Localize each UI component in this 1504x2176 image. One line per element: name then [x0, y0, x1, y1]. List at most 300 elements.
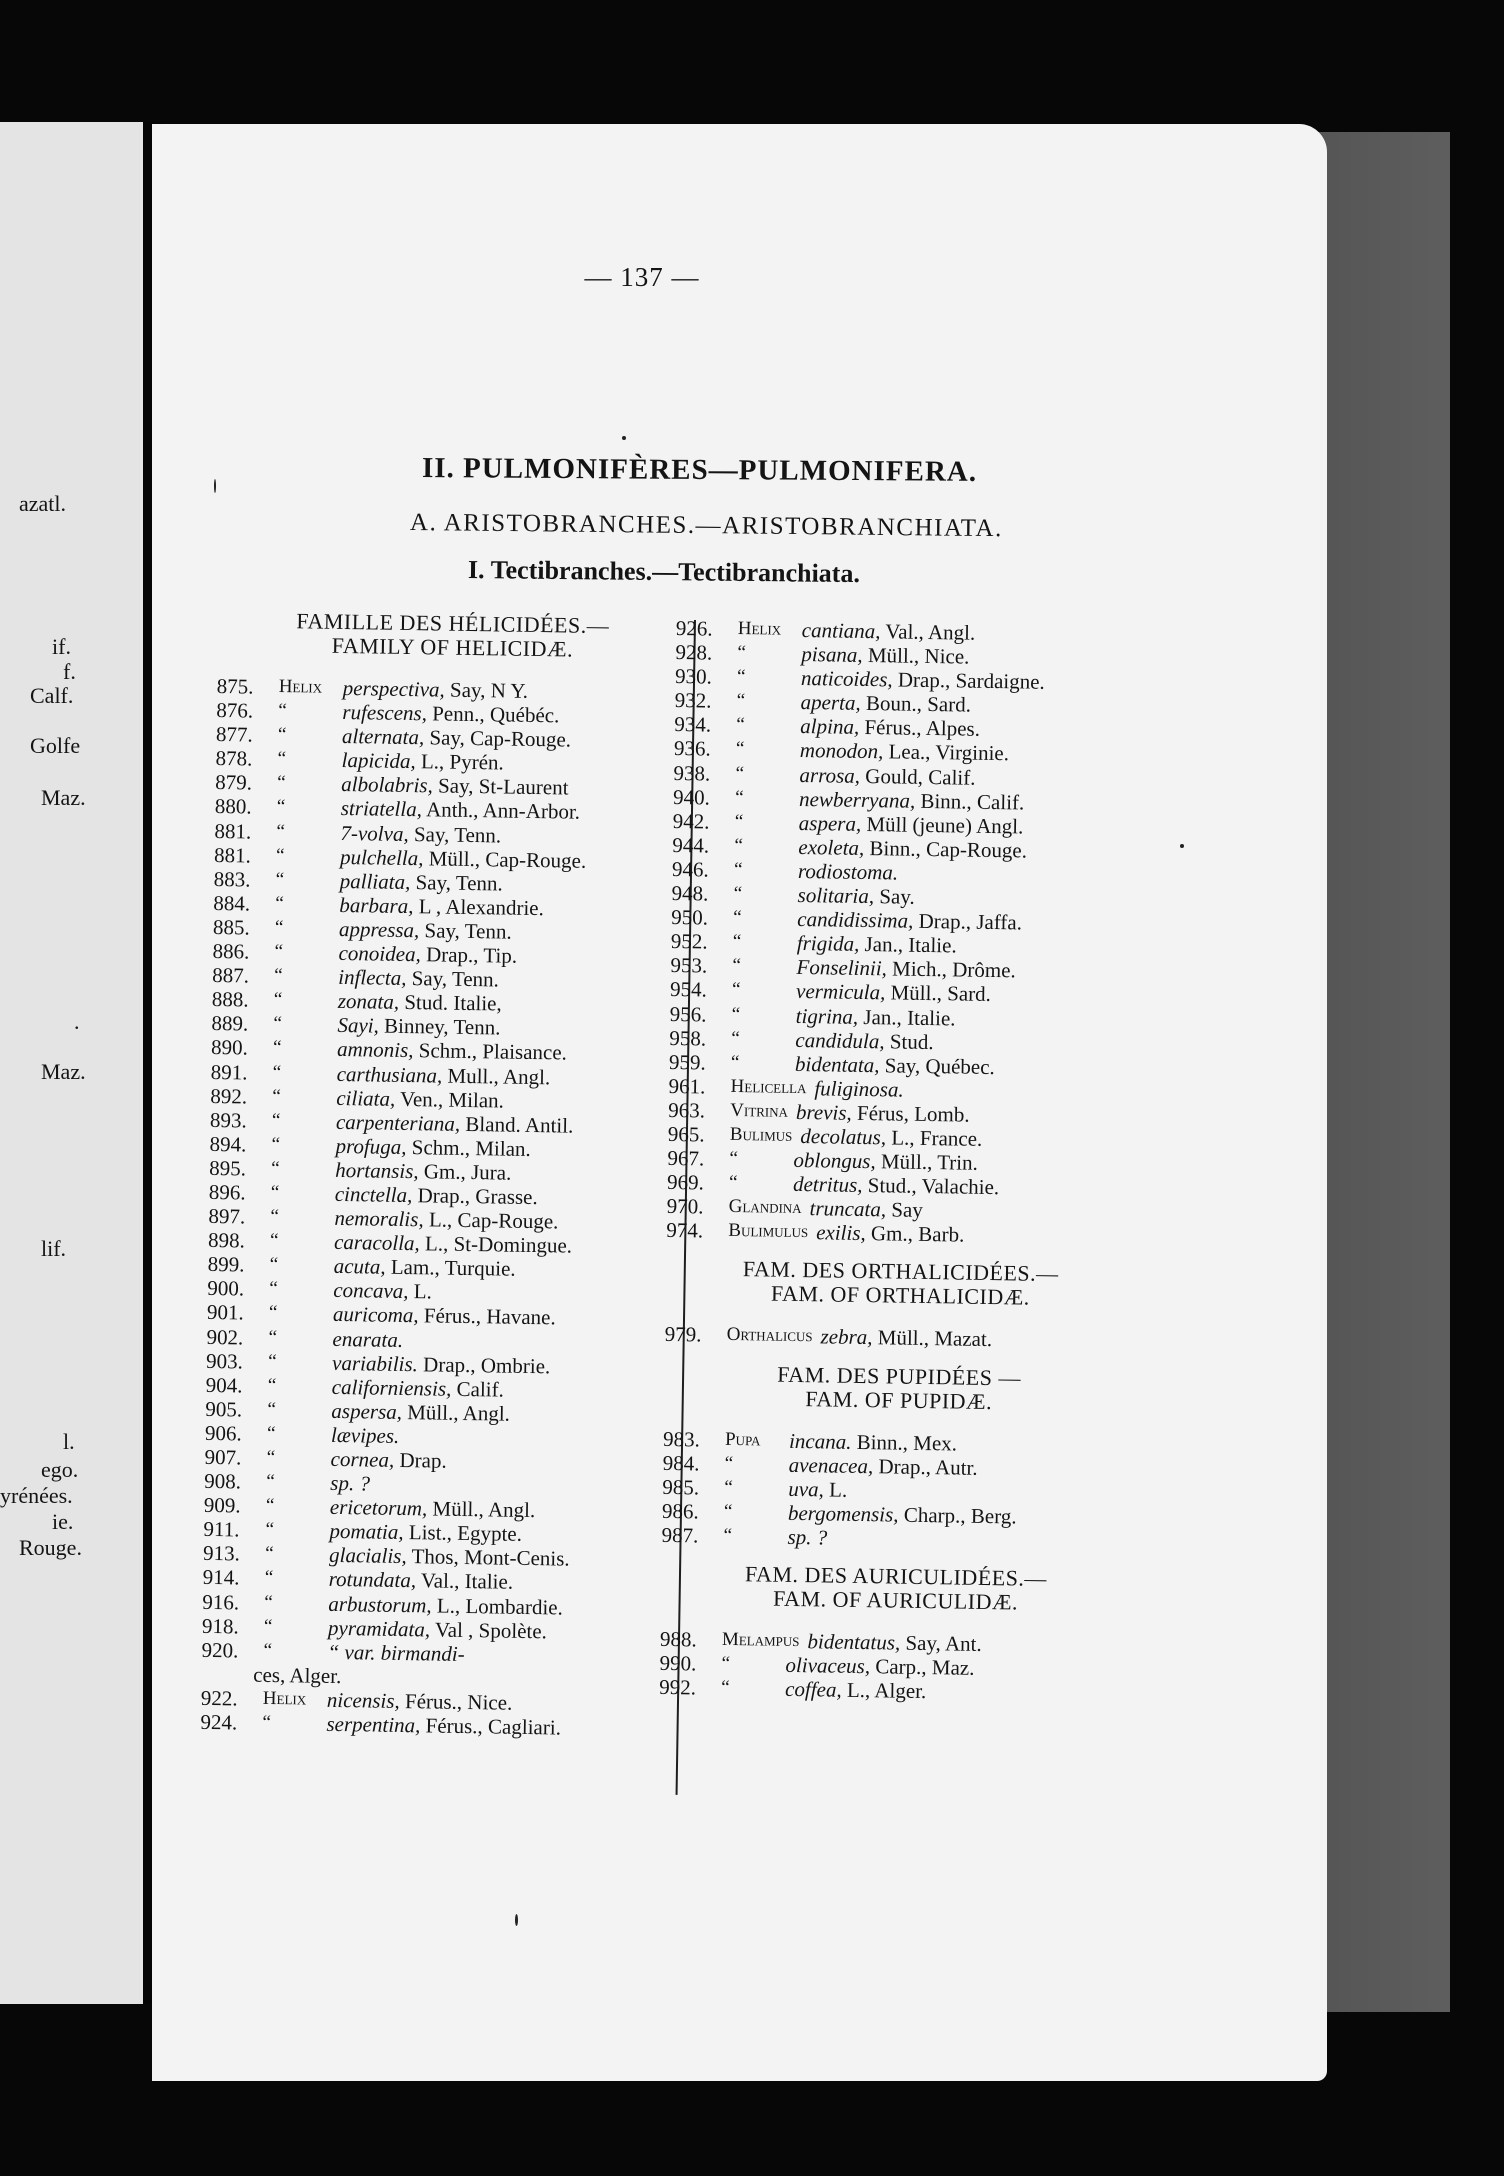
adjacent-page-text: Maz. [41, 1059, 86, 1084]
adjacent-page-text: azatl. [19, 491, 67, 516]
entry-species: coffea, [784, 1677, 842, 1702]
entry-species: appressa, [338, 916, 420, 943]
entry-author-locality: Val., Italie. [415, 1568, 514, 1595]
entry-number: 928. [675, 640, 713, 665]
entry-number: 893. [209, 1107, 247, 1133]
entry-genus: “ [269, 1278, 278, 1300]
entry-author-locality: Say [885, 1197, 923, 1223]
entry-species: oblongus, [793, 1147, 876, 1174]
entry-genus: “ [267, 1374, 277, 1396]
entry-number: 965. [667, 1121, 705, 1147]
entry-author-locality: Val., Angl. [880, 619, 976, 645]
entry-number: 878. [215, 746, 253, 771]
entry-genus: Pupa [724, 1428, 761, 1450]
adjacent-page-text: Maz. [41, 785, 86, 810]
entry-species: detritus, [792, 1172, 863, 1198]
entry-author-locality: L. [408, 1279, 433, 1304]
entry-number: 942. [672, 808, 710, 834]
entry-number: 953. [670, 953, 708, 978]
entry-genus: “ [721, 1652, 731, 1675]
entry-author-locality: Drap., Ombrie. [417, 1351, 551, 1378]
entry-number: 892. [210, 1083, 248, 1109]
entry-author-locality: Müll., Trin. [875, 1149, 979, 1175]
entry-number: 926. [675, 616, 713, 641]
entry-author-locality: Lam., Turquie. [385, 1254, 516, 1282]
entry-genus: “ [265, 1519, 275, 1541]
entry-genus: “ [737, 642, 747, 664]
entry-genus: “ [272, 1037, 282, 1059]
entry-number: 897. [208, 1203, 246, 1229]
entry-number: 986. [661, 1498, 699, 1524]
entry-author-locality: Férus., Alpes. [859, 715, 981, 742]
entry-species: alpina, [800, 714, 860, 740]
entry-genus: “ [735, 762, 745, 784]
entry-genus: “ [277, 772, 286, 794]
entry-genus: “ [273, 1013, 283, 1035]
entry-number: 956. [669, 1001, 707, 1027]
entry-genus: “ [264, 1567, 274, 1589]
entry-author-locality: Jan., Italie. [857, 1004, 956, 1030]
adjacent-page-text: lif. [41, 1236, 67, 1261]
entry-author-locality: Drap., Autr. [873, 1453, 978, 1480]
entry-author-locality: Val , Spolète. [429, 1617, 548, 1643]
entry-species: pomatia, [329, 1519, 404, 1545]
adjacent-page-text: Rouge. [19, 1535, 82, 1560]
entry-genus: “ [731, 1003, 741, 1025]
entry-number: 891. [210, 1059, 248, 1085]
entry-number: 985. [662, 1474, 700, 1500]
entry-species: truncata, [809, 1196, 887, 1222]
entry-genus: “ [733, 882, 743, 905]
entry-genus: Bulimulus [728, 1220, 809, 1243]
entry-genus: Bulimus [729, 1123, 793, 1146]
adjacent-page-text: l. [63, 1429, 75, 1454]
entry-genus: “ [731, 1027, 740, 1049]
entry-species: concava, [333, 1278, 409, 1304]
species-list [666, 1074, 1139, 1250]
entry-author-locality: Gould, Calif. [859, 763, 976, 790]
entry-author-locality: Say, Tenn. [406, 966, 500, 992]
entry-author-locality: Say, Tenn. [410, 869, 503, 896]
entry-genus: “ [266, 1446, 276, 1469]
entry-species: auricoma, [332, 1302, 419, 1328]
species-list [201, 674, 686, 1669]
entry-author-locality: L., Cap-Rouge. [423, 1207, 559, 1234]
entry-species: arbustorum, [328, 1591, 432, 1618]
entry-author-locality: Stud. Italie, [398, 990, 502, 1016]
entry-species: acuta, [333, 1254, 386, 1279]
entry-species: californiensis, [331, 1374, 452, 1401]
entry-species: vermicula, [795, 979, 886, 1005]
entry-genus: “ [263, 1615, 273, 1637]
entry-species: rodiostoma. [797, 858, 899, 885]
entry-genus: “ [733, 907, 742, 929]
entry-genus: Helix [262, 1687, 307, 1710]
adjacent-page-text: f. [63, 659, 76, 684]
entry-genus: “ [266, 1422, 276, 1444]
entry-author-locality: Müll., Angl. [401, 1399, 511, 1426]
entry-species: candidula, [795, 1027, 885, 1053]
entry-number: 934. [674, 712, 712, 737]
entry-species: decolatus, [800, 1123, 887, 1150]
entry-genus: “ [728, 1172, 738, 1194]
family-heading-en: FAM. OF PUPIDÆ. [805, 1385, 993, 1414]
entry-author-locality: Gm., Jura. [418, 1159, 512, 1185]
entry-species: monodon, [799, 738, 884, 764]
entry-number: 898. [207, 1228, 246, 1253]
adjacent-page-fragment [0, 122, 143, 2004]
entry-author-locality: Férus., Havane. [418, 1303, 556, 1330]
entry-species: rufescens, [342, 700, 428, 726]
entry-number: 900. [207, 1276, 245, 1301]
entry-species: aperta, [800, 690, 861, 716]
entry-author-locality: L., Pyrén. [415, 749, 504, 775]
species-list [669, 616, 1146, 1081]
species-list [661, 1426, 1133, 1554]
entry-number: 979. [664, 1322, 702, 1347]
entry-genus: Helicella [730, 1075, 807, 1098]
entry-species: fuliginosa. [814, 1076, 904, 1102]
entry-species: ciliata, [336, 1085, 396, 1111]
entry-genus: “ [723, 1524, 733, 1546]
entry-author-locality: Mich., Drôme. [886, 956, 1016, 983]
entry-author-locality: L , Alexandrie. [413, 893, 545, 920]
entry-genus: “ [732, 955, 742, 977]
entry-species: solitaria, [797, 882, 875, 909]
entry-species: Sayi, [337, 1013, 380, 1038]
entry-genus: “ [262, 1711, 272, 1733]
entry-species: nemoralis, [334, 1205, 424, 1232]
entry-species: newberryana, [798, 786, 916, 813]
entry-species: glacialis, [328, 1543, 407, 1569]
adjacent-page-text: ie. [52, 1509, 74, 1534]
entry-number: 880. [214, 794, 252, 820]
entry-number: 932. [674, 688, 712, 713]
entry-species: pisana, [801, 642, 863, 668]
entry-species: variabilis. [331, 1350, 419, 1376]
entry-genus: Orthalicus [726, 1324, 813, 1347]
left-column [200, 608, 688, 1741]
entry-number: 908. [204, 1468, 242, 1494]
entry-author-locality: Say, N Y. [444, 677, 529, 703]
entry-author-locality: Schm., Plaisance. [413, 1038, 568, 1065]
entry-author-locality: Stud. [884, 1028, 934, 1054]
entry-genus: “ [271, 1133, 281, 1155]
entry-genus: “ [267, 1398, 277, 1420]
ink-speck [1180, 844, 1184, 848]
entry-author-locality: Müll., Mazat. [872, 1325, 993, 1352]
entry-author-locality: Say, Cap-Rouge. [424, 725, 572, 752]
entry-genus: “ [275, 892, 284, 914]
entry-author-locality: Binn., Cap-Rouge. [864, 835, 1028, 863]
entry-species: olivaceus, [785, 1652, 871, 1679]
entry-genus: “ [266, 1470, 275, 1493]
entry-genus: “ [734, 810, 744, 832]
entry-genus: “ [263, 1639, 273, 1661]
entry-number: 899. [207, 1252, 245, 1277]
entry-species: cornea, [330, 1446, 395, 1472]
entry-number: 987. [661, 1522, 699, 1548]
entry-number: 984. [662, 1450, 700, 1476]
entry-genus: “ [736, 666, 746, 688]
entry-species: brevis, [795, 1099, 852, 1125]
entry-species: striatella, [340, 796, 423, 822]
entry-author-locality: Jan., Italie. [859, 932, 957, 958]
entry-number: 876. [216, 698, 254, 723]
ink-speck [515, 1914, 518, 1926]
entry-species: frigida, [796, 931, 860, 957]
entry-author-locality: Drap. [394, 1447, 447, 1473]
entry-genus: “ [724, 1476, 733, 1498]
entry-author-locality: Férus., Nice. [399, 1688, 513, 1715]
entry-number: 918. [201, 1613, 239, 1639]
entry-genus: “ [275, 844, 285, 866]
family-heading-fr: FAM. DES AURICULIDÉES.— [744, 1561, 1048, 1591]
entry-author-locality: L., St-Domingue. [419, 1231, 573, 1258]
entry-species: “ var. birmandi- [327, 1639, 465, 1666]
entry-genus: Vitrina [730, 1099, 789, 1122]
entry-number: 881. [213, 842, 252, 868]
family-heading-en: FAM. OF AURICULIDÆ. [772, 1585, 1019, 1615]
family-heading-fr: FAM. DES PUPIDÉES — [777, 1361, 1022, 1391]
entry-species: zebra, [820, 1324, 873, 1350]
entry-number: 969. [666, 1170, 705, 1195]
entry-species: pulchella, [339, 844, 424, 870]
family-heading-en: FAMILY OF HELICIDÆ. [331, 632, 574, 662]
entry-number: 903. [205, 1348, 244, 1374]
entry-number: 887. [212, 963, 250, 988]
right-column [659, 616, 1146, 1707]
entry-species: nicensis, [326, 1687, 400, 1713]
entry-genus: “ [264, 1591, 273, 1613]
entry-number: 970. [666, 1194, 704, 1219]
entry-number: 885. [212, 914, 250, 940]
entry-author-locality: Binn., Calif. [915, 788, 1025, 815]
entry-genus: “ [268, 1326, 278, 1348]
entry-genus: “ [277, 724, 287, 746]
entry-number: 959. [668, 1049, 706, 1075]
entry-number: 936. [673, 736, 711, 762]
entry-number: 896. [208, 1179, 246, 1205]
entry-author-locality: Drap., Grasse. [412, 1183, 538, 1210]
entry-genus: “ [271, 1109, 281, 1131]
entry-genus: “ [276, 796, 286, 818]
entry-genus: Melampus [721, 1628, 800, 1652]
entry-species: palliata, [339, 868, 411, 894]
entry-number: 990. [659, 1650, 697, 1676]
entry-author-locality: Say, St-Laurent [432, 773, 569, 800]
entry-author-locality: Penn., Québéc. [426, 701, 560, 728]
page-subtitle: A. ARISTOBRANCHES.—ARISTOBRANCHIATA. [409, 509, 1003, 543]
entry-genus: “ [264, 1543, 274, 1565]
entry-species: zonata, [337, 989, 400, 1015]
entry-number: 958. [669, 1025, 707, 1051]
entry-genus: “ [270, 1181, 280, 1204]
entry-number: 954. [669, 977, 708, 1002]
entry-continuation: ces, Alger. [253, 1662, 342, 1688]
entry-genus: “ [274, 916, 284, 939]
entry-species: sp. ? [330, 1470, 371, 1496]
entry-number: 889. [211, 1011, 249, 1036]
entry-number: 940. [672, 784, 711, 810]
entry-species: perspectiva, [342, 675, 445, 702]
entry-number: 895. [209, 1155, 247, 1181]
entry-author-locality: Say, Tenn. [408, 821, 502, 848]
page-title: II. PULMONIFÈRES—PULMONIFERA. [421, 452, 978, 488]
family-heading-en: FAM. OF ORTHALICIDÆ. [770, 1281, 1030, 1311]
entry-genus: “ [736, 714, 745, 736]
entry-species: carthusiana, [336, 1061, 443, 1088]
entry-genus: “ [274, 965, 283, 987]
entry-author-locality: Drap., Jaffa. [913, 908, 1023, 935]
adjacent-page-text: . [74, 1009, 80, 1034]
entry-number: 907. [204, 1444, 242, 1470]
entry-author-locality: Say, Québec. [879, 1052, 995, 1079]
entry-species: 7-volva, [340, 820, 409, 846]
entry-species: bergomensis, [787, 1500, 899, 1527]
entry-number: 938. [673, 760, 711, 786]
entry-number: 901. [206, 1300, 244, 1325]
entry-number: 902. [206, 1324, 244, 1350]
entry-genus: “ [723, 1500, 733, 1522]
entry-number: 879. [215, 770, 253, 795]
entry-author-locality: Lea., Virginie. [883, 739, 1010, 766]
entry-number: 952. [670, 929, 708, 954]
entry-author-locality: List., Egypte. [403, 1520, 523, 1547]
entry-genus: “ [269, 1230, 279, 1252]
entry-number: 888. [211, 987, 249, 1012]
adjacent-page-text: if. [52, 634, 71, 659]
entry-species: aspera, [798, 810, 862, 836]
entry-author-locality: Calif. [451, 1376, 505, 1402]
entry-species: Fonselinii, [796, 955, 888, 981]
entry-genus: “ [265, 1495, 275, 1517]
entry-number: 992. [658, 1675, 697, 1700]
entry-number: 967. [667, 1145, 705, 1171]
entry-author-locality: Stud., Valachie. [862, 1173, 1000, 1200]
entry-genus: “ [734, 834, 744, 856]
entry-author-locality: Müll (jeune) Angl. [860, 811, 1024, 839]
entry-species: pyramidata, [327, 1615, 431, 1642]
entry-author-locality: Müll., Cap-Rouge. [423, 845, 587, 873]
entry-number: 922. [200, 1685, 238, 1711]
entry-number: 988. [659, 1626, 697, 1652]
entry-number: 911. [203, 1517, 240, 1542]
entry-author-locality: L. [823, 1477, 848, 1502]
entry-author-locality: Say. [873, 884, 915, 909]
entry-number: 877. [215, 722, 253, 747]
entry-number: 883. [213, 866, 251, 892]
entry-author-locality: Binney, Tenn. [378, 1013, 501, 1040]
entry-author-locality: Bland. Antil. [459, 1111, 574, 1138]
entry-species: lævipes. [330, 1422, 400, 1448]
entry-genus: “ [733, 858, 743, 881]
entry-author-locality: Boun., Sard. [860, 691, 972, 717]
entry-number: 950. [671, 905, 709, 930]
entry-author-locality: Mull., Angl. [442, 1063, 551, 1089]
entry-author-locality: Binn., Mex. [851, 1429, 958, 1456]
entry-species: profuga, [335, 1133, 407, 1159]
entry-author-locality: L., Alger. [841, 1677, 927, 1704]
adjacent-page-text: Golfe [30, 733, 81, 758]
entry-genus: “ [273, 989, 283, 1011]
entry-species: amnonis, [336, 1037, 414, 1063]
entry-author-locality: Müll., Sard. [885, 980, 992, 1007]
entry-species: caracolla, [333, 1230, 420, 1256]
entry-genus: “ [734, 786, 744, 808]
entry-genus: “ [721, 1677, 730, 1699]
entry-species: uva, [788, 1476, 825, 1502]
entry-number: 948. [671, 880, 709, 906]
entry-genus: “ [278, 700, 287, 722]
entry-species: serpentina, [326, 1711, 421, 1738]
entry-number: 909. [203, 1493, 241, 1518]
entry-author-locality: Carp., Maz. [869, 1654, 975, 1680]
entry-number: 884. [213, 890, 251, 916]
entry-genus: “ [277, 748, 287, 770]
entry-species: avenacea, [788, 1452, 874, 1478]
entry-species: exoleta, [798, 834, 865, 860]
entry-author-locality: Müll., Nice. [862, 643, 970, 669]
species-list [659, 1627, 1130, 1707]
entry-species: inflecta, [338, 965, 407, 991]
entry-species: carpenteriana, [335, 1109, 461, 1136]
entry-author-locality: Schm., Milan. [406, 1134, 531, 1161]
adjacent-page-text: yrénées. [0, 1483, 73, 1508]
entry-genus: “ [276, 820, 286, 842]
entry-genus: “ [732, 931, 742, 953]
entry-number: 924. [200, 1709, 238, 1735]
entry-genus: “ [272, 1061, 282, 1083]
entry-number: 894. [209, 1131, 247, 1157]
species-list [200, 1686, 671, 1742]
entry-genus: “ [272, 1085, 281, 1107]
entry-number: 904. [205, 1372, 243, 1398]
ink-speck [214, 479, 216, 493]
entry-number: 946. [671, 856, 709, 882]
entry-author-locality: Drap., Sardaigne. [892, 667, 1045, 694]
entry-species: hortansis, [335, 1157, 419, 1184]
entry-species: lapicida, [341, 748, 416, 774]
entry-species: bidentata, [794, 1051, 880, 1077]
entry-genus: “ [270, 1205, 280, 1228]
page-number: — 137 — [584, 262, 700, 292]
entry-author-locality: L., Lombardie. [431, 1593, 564, 1620]
section-heading: I. Tectibranches.—Tectibranchiata. [467, 555, 861, 589]
entry-number: 906. [204, 1420, 242, 1446]
entry-author-locality: Say, Ant. [900, 1630, 982, 1656]
entry-number: 944. [672, 832, 710, 858]
entry-genus: Helix [278, 675, 323, 698]
entry-number: 974. [666, 1218, 704, 1243]
entry-species: enarata. [332, 1326, 404, 1352]
entry-author-locality: Gm., Barb. [865, 1221, 965, 1247]
entry-number: 963. [668, 1097, 706, 1123]
entry-number: 875. [216, 673, 254, 699]
entry-species: sp. ? [787, 1524, 828, 1550]
family-heading-fr: FAM. DES ORTHALICIDÉES.— [742, 1256, 1059, 1287]
entry-species: ericetorum, [329, 1495, 428, 1521]
entry-author-locality: Férus, Lomb. [851, 1100, 970, 1127]
entry-species: bidentatus, [807, 1629, 901, 1655]
entry-number: 961. [668, 1073, 706, 1099]
entry-genus: “ [269, 1254, 279, 1276]
entry-author-locality: Thos, Mont-Cenis. [406, 1544, 570, 1572]
entry-species: alternata, [341, 724, 425, 750]
entry-genus: “ [735, 738, 745, 760]
entry-genus: “ [729, 1147, 739, 1170]
entry-genus: “ [724, 1452, 734, 1474]
